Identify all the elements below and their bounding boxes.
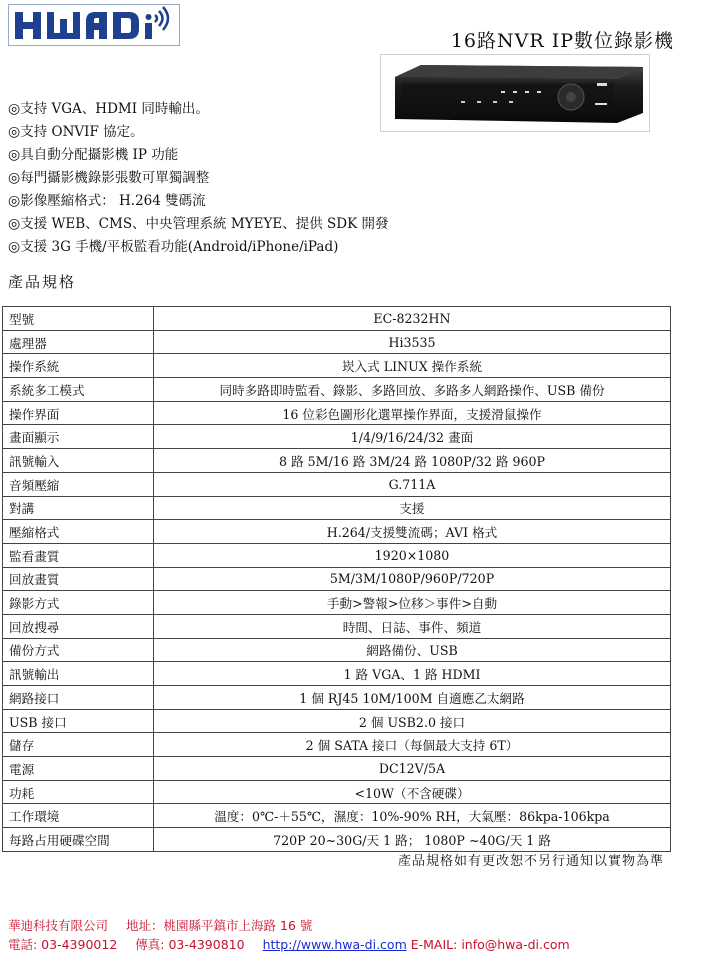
footer bbox=[8, 916, 570, 954]
bullet-mark: ◎ bbox=[8, 124, 21, 140]
feature-text: 支援 3G 手機/平板監看功能(Android/iPhone/iPad) bbox=[20, 239, 339, 255]
spec-label: 回放搜尋 bbox=[3, 614, 154, 638]
company-phone: 電話: 03-4390012 bbox=[8, 937, 118, 952]
spec-value: 手動>警報>位移＞事件>自動 bbox=[154, 591, 671, 615]
spec-label: USB 接口 bbox=[3, 709, 154, 733]
table-row bbox=[3, 401, 671, 425]
feature-item bbox=[8, 144, 388, 167]
spec-value: 時間、日誌、事件、頻道 bbox=[154, 614, 671, 638]
table-row bbox=[3, 733, 671, 757]
table-row bbox=[3, 591, 671, 615]
table-row bbox=[3, 638, 671, 662]
spec-value: EC-8232HN bbox=[154, 307, 671, 331]
table-row bbox=[3, 757, 671, 781]
spec-value: 8 路 5M/16 路 3M/24 路 1080P/32 路 960P bbox=[154, 449, 671, 473]
table-row bbox=[3, 686, 671, 710]
spec-value: 1 個 RJ45 10M/100M 自適應乙太網路 bbox=[154, 686, 671, 710]
table-row bbox=[3, 709, 671, 733]
nvr-device-image bbox=[381, 55, 649, 131]
feature-text: 支持 ONVIF 協定。 bbox=[20, 124, 144, 140]
spec-label: 監看畫質 bbox=[3, 543, 154, 567]
spec-heading: 產品規格 bbox=[8, 273, 77, 291]
feature-text: 具自動分配攝影機 IP 功能 bbox=[20, 147, 179, 163]
spec-value: 崁入式 LINUX 操作系統 bbox=[154, 354, 671, 378]
spec-label: 備份方式 bbox=[3, 638, 154, 662]
spec-value: 16 位彩色圖形化選單操作界面，支援滑鼠操作 bbox=[154, 401, 671, 425]
spec-label: 每路占用硬碟空間 bbox=[3, 828, 154, 852]
product-photo bbox=[380, 54, 650, 132]
bullet-mark: ◎ bbox=[8, 101, 21, 117]
bullet-mark: ◎ bbox=[8, 216, 21, 232]
spec-label: 儲存 bbox=[3, 733, 154, 757]
table-row bbox=[3, 449, 671, 473]
spec-label: 對講 bbox=[3, 496, 154, 520]
feature-list bbox=[8, 98, 388, 259]
table-row bbox=[3, 780, 671, 804]
spec-value: 2 個 SATA 接口（每個最大支持 6T） bbox=[154, 733, 671, 757]
spec-value: 1/4/9/16/24/32 畫面 bbox=[154, 425, 671, 449]
spec-label: 畫面顯示 bbox=[3, 425, 154, 449]
spec-value: 1920×1080 bbox=[154, 543, 671, 567]
company-email: E-MAIL: info@hwa-di.com bbox=[410, 937, 570, 952]
spec-label: 功耗 bbox=[3, 780, 154, 804]
table-row bbox=[3, 614, 671, 638]
spec-value: 2 個 USB2.0 接口 bbox=[154, 709, 671, 733]
spec-value: G.711A bbox=[154, 472, 671, 496]
spec-label: 電源 bbox=[3, 757, 154, 781]
bullet-mark: ◎ bbox=[8, 239, 21, 255]
feature-text: 影像壓縮格式： H.264 雙碼流 bbox=[20, 193, 206, 209]
table-row bbox=[3, 662, 671, 686]
table-row bbox=[3, 496, 671, 520]
company-name: 華迪科技有限公司 bbox=[8, 918, 109, 933]
spec-label: 訊號輸入 bbox=[3, 449, 154, 473]
feature-text: 支持 VGA、HDMI 同時輸出。 bbox=[20, 101, 209, 117]
feature-item bbox=[8, 121, 388, 144]
spec-value: Hi3535 bbox=[154, 330, 671, 354]
footer-line-contact bbox=[8, 935, 570, 954]
table-row bbox=[3, 354, 671, 378]
bullet-mark: ◎ bbox=[8, 193, 21, 209]
spec-label: 回放畫質 bbox=[3, 567, 154, 591]
brand-logo bbox=[8, 4, 180, 46]
spec-value: DC12V/5A bbox=[154, 757, 671, 781]
feature-text: 支援 WEB、CMS、中央管理系統 MYEYE、提供 SDK 開發 bbox=[20, 216, 389, 232]
feature-item bbox=[8, 213, 388, 236]
spec-label: 音頻壓縮 bbox=[3, 472, 154, 496]
table-row bbox=[3, 307, 671, 331]
spec-label: 型號 bbox=[3, 307, 154, 331]
spec-value: 720P 20~30G/天 1 路； 1080P ~40G/天 1 路 bbox=[154, 828, 671, 852]
feature-text: 每門攝影機錄影張數可單獨調整 bbox=[20, 170, 210, 186]
table-row bbox=[3, 520, 671, 544]
table-row bbox=[3, 425, 671, 449]
hwadi-logo-icon bbox=[9, 5, 179, 45]
spec-label: 壓縮格式 bbox=[3, 520, 154, 544]
spec-value: 1 路 VGA、1 路 HDMI bbox=[154, 662, 671, 686]
spec-value: 網路備份、USB bbox=[154, 638, 671, 662]
spec-value: 同時多路即時監看、錄影、多路回放、多路多人網路操作、USB 備份 bbox=[154, 378, 671, 402]
spec-value: 5M/3M/1080P/960P/720P bbox=[154, 567, 671, 591]
spec-value: <10W（不含硬碟） bbox=[154, 780, 671, 804]
company-fax: 傳真: 03-4390810 bbox=[135, 937, 245, 952]
disclaimer-note: 產品規格如有更改恕不另行通知以實物為準 bbox=[397, 854, 664, 869]
bullet-mark: ◎ bbox=[8, 170, 21, 186]
table-row bbox=[3, 804, 671, 828]
website-link[interactable]: http://www.hwa-di.com bbox=[262, 937, 407, 952]
spec-label: 訊號輸出 bbox=[3, 662, 154, 686]
spec-table bbox=[2, 306, 671, 852]
feature-item bbox=[8, 167, 388, 190]
spec-label: 工作環境 bbox=[3, 804, 154, 828]
spec-label: 操作界面 bbox=[3, 401, 154, 425]
table-row bbox=[3, 472, 671, 496]
page-title: 16路NVR IP數位錄影機 bbox=[450, 30, 674, 52]
feature-item bbox=[8, 190, 388, 213]
spec-value: 溫度：0℃-＋55℃，濕度：10%-90% RH，大氣壓：86kpa-106kpa bbox=[154, 804, 671, 828]
spec-label: 系統多工模式 bbox=[3, 378, 154, 402]
table-row bbox=[3, 828, 671, 852]
feature-item bbox=[8, 236, 388, 259]
spec-value: 支援 bbox=[154, 496, 671, 520]
spec-label: 網路接口 bbox=[3, 686, 154, 710]
table-row bbox=[3, 378, 671, 402]
table-row bbox=[3, 543, 671, 567]
table-row bbox=[3, 567, 671, 591]
spec-value: H.264/支援雙流碼；AVI 格式 bbox=[154, 520, 671, 544]
company-address: 地址：桃園縣平鎮市上海路 16 號 bbox=[126, 918, 313, 933]
spec-label: 處理器 bbox=[3, 330, 154, 354]
table-row bbox=[3, 330, 671, 354]
feature-item bbox=[8, 98, 388, 121]
footer-line-company bbox=[8, 916, 570, 935]
spec-label: 錄影方式 bbox=[3, 591, 154, 615]
bullet-mark: ◎ bbox=[8, 147, 21, 163]
spec-label: 操作系統 bbox=[3, 354, 154, 378]
